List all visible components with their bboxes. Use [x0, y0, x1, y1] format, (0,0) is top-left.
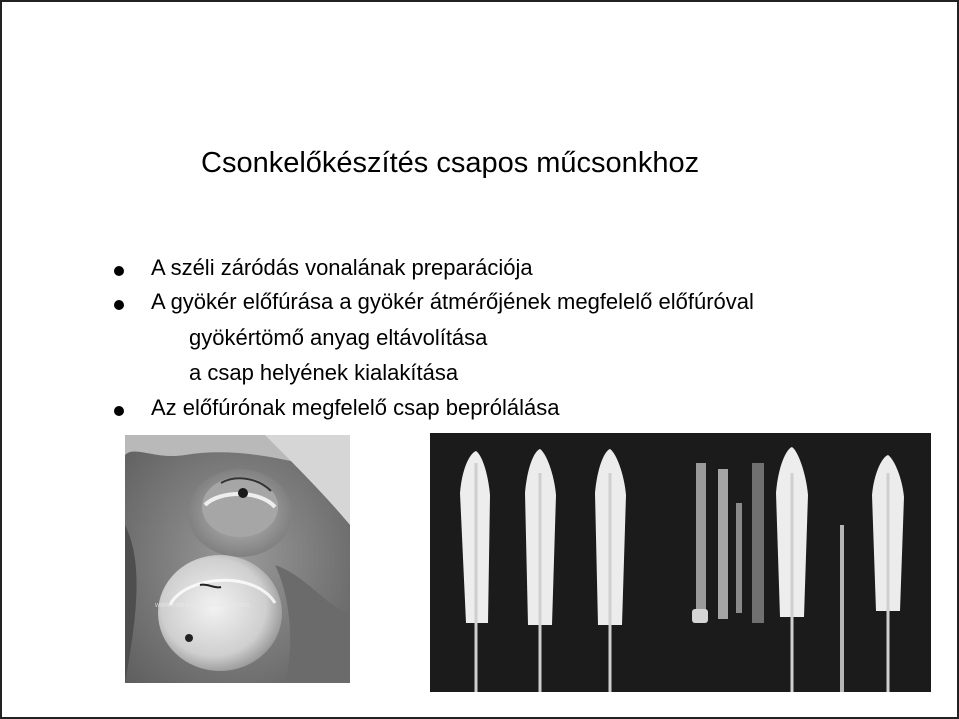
bullet-dot-1	[114, 266, 124, 276]
slide-title: Csonkelőkészítés csapos műcsonkhoz	[201, 147, 700, 179]
bullet-item-1: A széli záródás vonalának preparációja	[151, 255, 533, 280]
bullet-dot-2	[114, 300, 124, 310]
bullet-dot-3	[114, 406, 124, 416]
sub-item-2: a csap helyének kialakítása	[189, 360, 459, 385]
bullet-item-3: Az előfúrónak megfelelő csap beprólálása	[151, 395, 560, 420]
sub-item-1: gyökértömő anyag eltávolítása	[189, 325, 488, 350]
watermark-text: www.onlinedentallearning.com	[155, 602, 250, 609]
drills-photo	[430, 433, 931, 692]
bullet-item-2: A gyökér előfúrása a gyökér átmérőjének megfelelő előfúróval	[151, 289, 754, 314]
teeth-photo	[125, 435, 350, 683]
